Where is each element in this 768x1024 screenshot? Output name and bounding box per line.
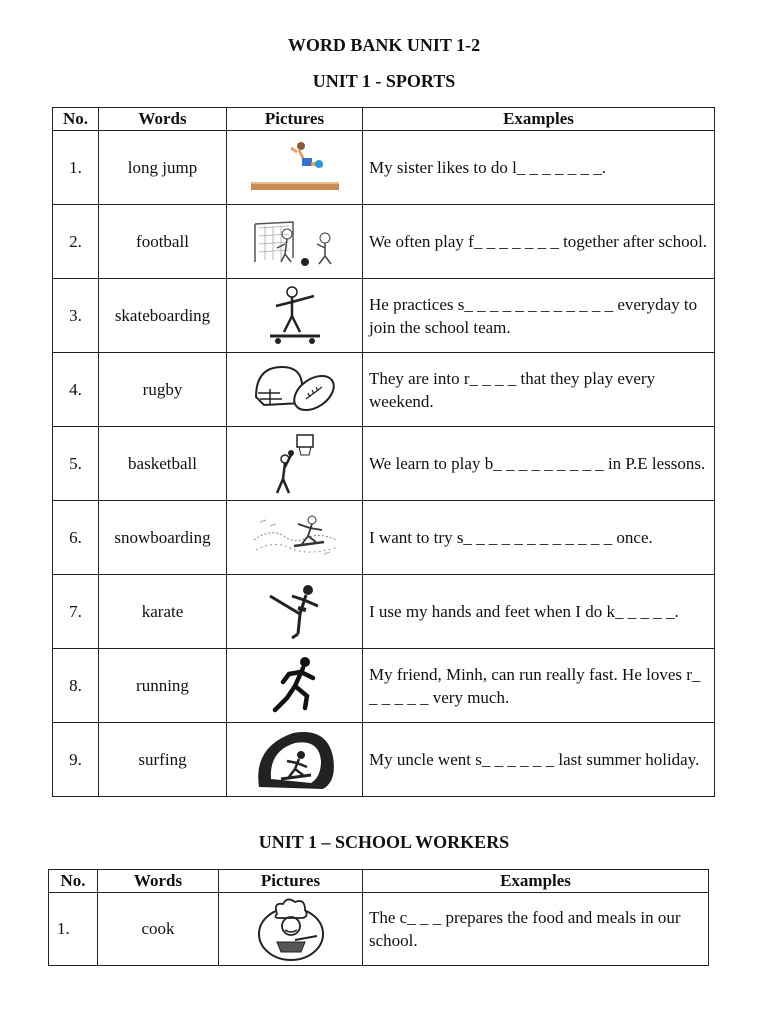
row-number: 8.	[53, 649, 99, 723]
basketball-icon	[267, 431, 323, 497]
row-number: 9.	[53, 723, 99, 797]
table-row	[53, 131, 715, 205]
table-header-row	[53, 108, 715, 131]
table-row	[53, 723, 715, 797]
table-row	[53, 649, 715, 723]
rugby-icon	[250, 359, 340, 421]
table-row	[53, 205, 715, 279]
picture-cell	[227, 575, 363, 649]
picture-cell	[227, 501, 363, 575]
picture-cell	[227, 279, 363, 353]
row-example: My sister likes to do l_ _ _ _ _ _ _.	[363, 131, 715, 205]
picture-cell	[227, 353, 363, 427]
column-header-no: No.	[53, 108, 99, 131]
row-word: football	[99, 205, 227, 279]
picture-cell	[227, 131, 363, 205]
column-header-examples: Examples	[363, 870, 709, 893]
column-header-pictures: Pictures	[219, 870, 363, 893]
row-example: We often play f_ _ _ _ _ _ _ together after school.	[363, 205, 715, 279]
table-header-row	[49, 870, 709, 893]
table-row	[53, 353, 715, 427]
column-header-pictures: Pictures	[227, 108, 363, 131]
running-icon	[267, 654, 323, 718]
table-row	[49, 893, 709, 966]
row-number: 5.	[53, 427, 99, 501]
row-example: I use my hands and feet when I do k_ _ _ _ _.	[363, 575, 715, 649]
picture-cell	[227, 649, 363, 723]
row-number: 2.	[53, 205, 99, 279]
row-word: karate	[99, 575, 227, 649]
row-word: surfing	[99, 723, 227, 797]
row-word: skateboarding	[99, 279, 227, 353]
row-example: We learn to play b_ _ _ _ _ _ _ _ _ in P.E lessons.	[363, 427, 715, 501]
workers-section-heading: UNIT 1 – SCHOOL WORKERS	[258, 832, 510, 852]
row-example: He practices s_ _ _ _ _ _ _ _ _ _ _ _ everyday to join the school team.	[363, 279, 715, 353]
row-word: long jump	[99, 131, 227, 205]
picture-cell	[227, 723, 363, 797]
snowboarding-icon	[250, 510, 340, 566]
row-number: 6.	[53, 501, 99, 575]
table-row	[53, 501, 715, 575]
column-header-words: Words	[98, 870, 219, 893]
sports-word-table	[52, 107, 715, 797]
row-example: My uncle went s_ _ _ _ _ _ last summer holiday.	[363, 723, 715, 797]
row-example: They are into r_ _ _ _ that they play every weekend.	[363, 353, 715, 427]
row-number: 4.	[53, 353, 99, 427]
row-example: I want to try s_ _ _ _ _ _ _ _ _ _ _ _ once.	[363, 501, 715, 575]
column-header-no: No.	[49, 870, 98, 893]
row-example: The c_ _ _ prepares the food and meals in our school.	[363, 893, 709, 966]
page-title: WORD BANK UNIT 1-2	[287, 35, 481, 55]
table-row	[53, 279, 715, 353]
karate-icon	[262, 582, 328, 642]
row-number: 3.	[53, 279, 99, 353]
table-row	[53, 427, 715, 501]
row-word: cook	[98, 893, 219, 966]
row-word: snowboarding	[99, 501, 227, 575]
picture-cell	[227, 205, 363, 279]
surfing-icon	[253, 727, 337, 793]
row-number: 7.	[53, 575, 99, 649]
row-number: 1.	[49, 893, 98, 966]
picture-cell	[219, 893, 363, 966]
column-header-words: Words	[99, 108, 227, 131]
table-row	[53, 575, 715, 649]
row-word: rugby	[99, 353, 227, 427]
football-icon	[249, 214, 341, 270]
row-word: running	[99, 649, 227, 723]
row-example: My friend, Minh, can run really fast. He loves r_ _ _ _ _ _ very much.	[363, 649, 715, 723]
column-header-examples: Examples	[363, 108, 715, 131]
long-jump-icon	[247, 140, 343, 196]
row-word: basketball	[99, 427, 227, 501]
picture-cell	[227, 427, 363, 501]
cook-icon	[255, 896, 327, 962]
skateboarding-icon	[260, 284, 330, 348]
row-number: 1.	[53, 131, 99, 205]
sports-section-heading: UNIT 1 - SPORTS	[312, 71, 456, 91]
workers-word-table	[48, 869, 709, 966]
